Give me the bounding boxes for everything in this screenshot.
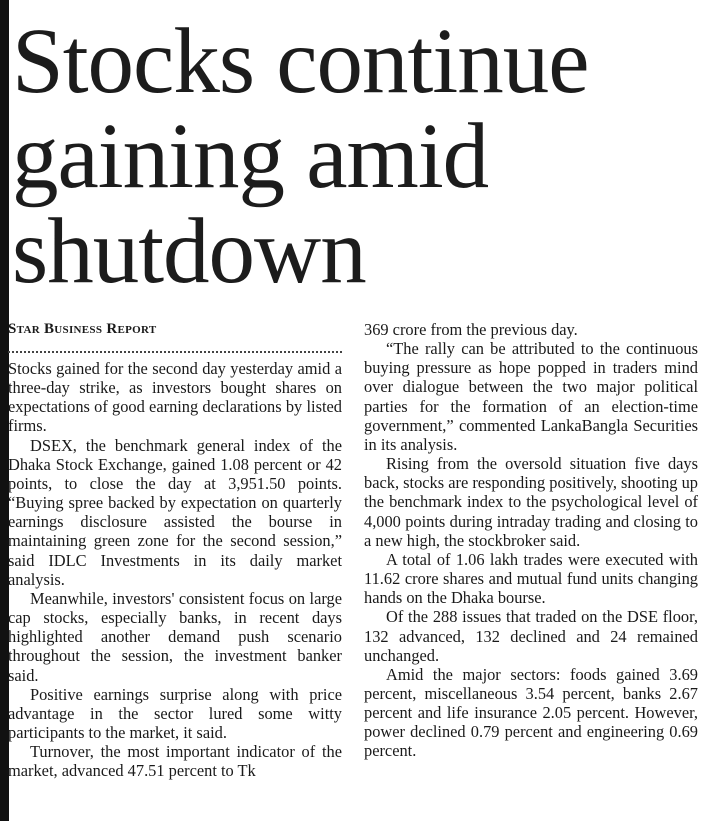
article-paragraph: Of the 288 issues that traded on the DSE floor, 132 advanced, 132 declined and 24 remained unchanged. [364,607,698,665]
article-paragraph: Stocks gained for the second day yesterday amid a three-day strike, as investors bought shares on expectations of good earning declarations by listed firms. [8,359,342,436]
article-paragraph: DSEX, the benchmark general index of the Dhaka Stock Exchange, gained 1.08 percent or 42 points, to close the day at 3,951.50 points. “Buying spree backed by expectation on quarterly earnings disclosure assisted the bourse in maintaining green zone for the second session,” said IDLC Investments in its daily market analysis. [8,435,342,589]
article-paragraph-continued: 369 crore from the previous day. [364,320,578,339]
article-paragraph: Rising from the oversold situation five days back, stocks are responding positively, shooting up the benchmark index to the psychological level of 4,000 points during intraday trading and closing to a new high, the stockbroker said. [364,454,698,550]
byline-divider [8,351,342,353]
article-paragraph: “The rally can be attributed to the continuous buying pressure as hope popped in traders mind over dialogue between the two major political parties for the formation of an election-time government,” commented LankaBangla Securities in its analysis. [364,339,698,454]
article-paragraph: Positive earnings surprise along with price advantage in the sector lured some witty participants to the market, it said. [8,684,342,742]
article-paragraph: A total of 1.06 lakh trades were executed with 11.62 crore shares and mutual fund units changing hands on the Dhaka bourse. [364,549,698,608]
headline: Stocks continue gaining amid shutdown [12,10,589,303]
article-column-right [364,320,698,761]
article-paragraph: Amid the major sectors: foods gained 3.69 percent, miscellaneous 3.54 percent, banks 2.67 percent and life insurance 2.05 percent. However, power declined 0.79 percent and engineering 0.69 percent. [364,664,698,761]
article-column-left [8,320,342,780]
byline: Star Business Report [8,321,157,337]
article-paragraph: Meanwhile, investors' consistent focus on large cap stocks, especially banks, in recent days highlighted another demand push scenario throughout the session, the investment banker said. [8,588,342,685]
article-paragraph: Turnover, the most important indicator of the market, advanced 47.51 percent to Tk [8,742,342,781]
